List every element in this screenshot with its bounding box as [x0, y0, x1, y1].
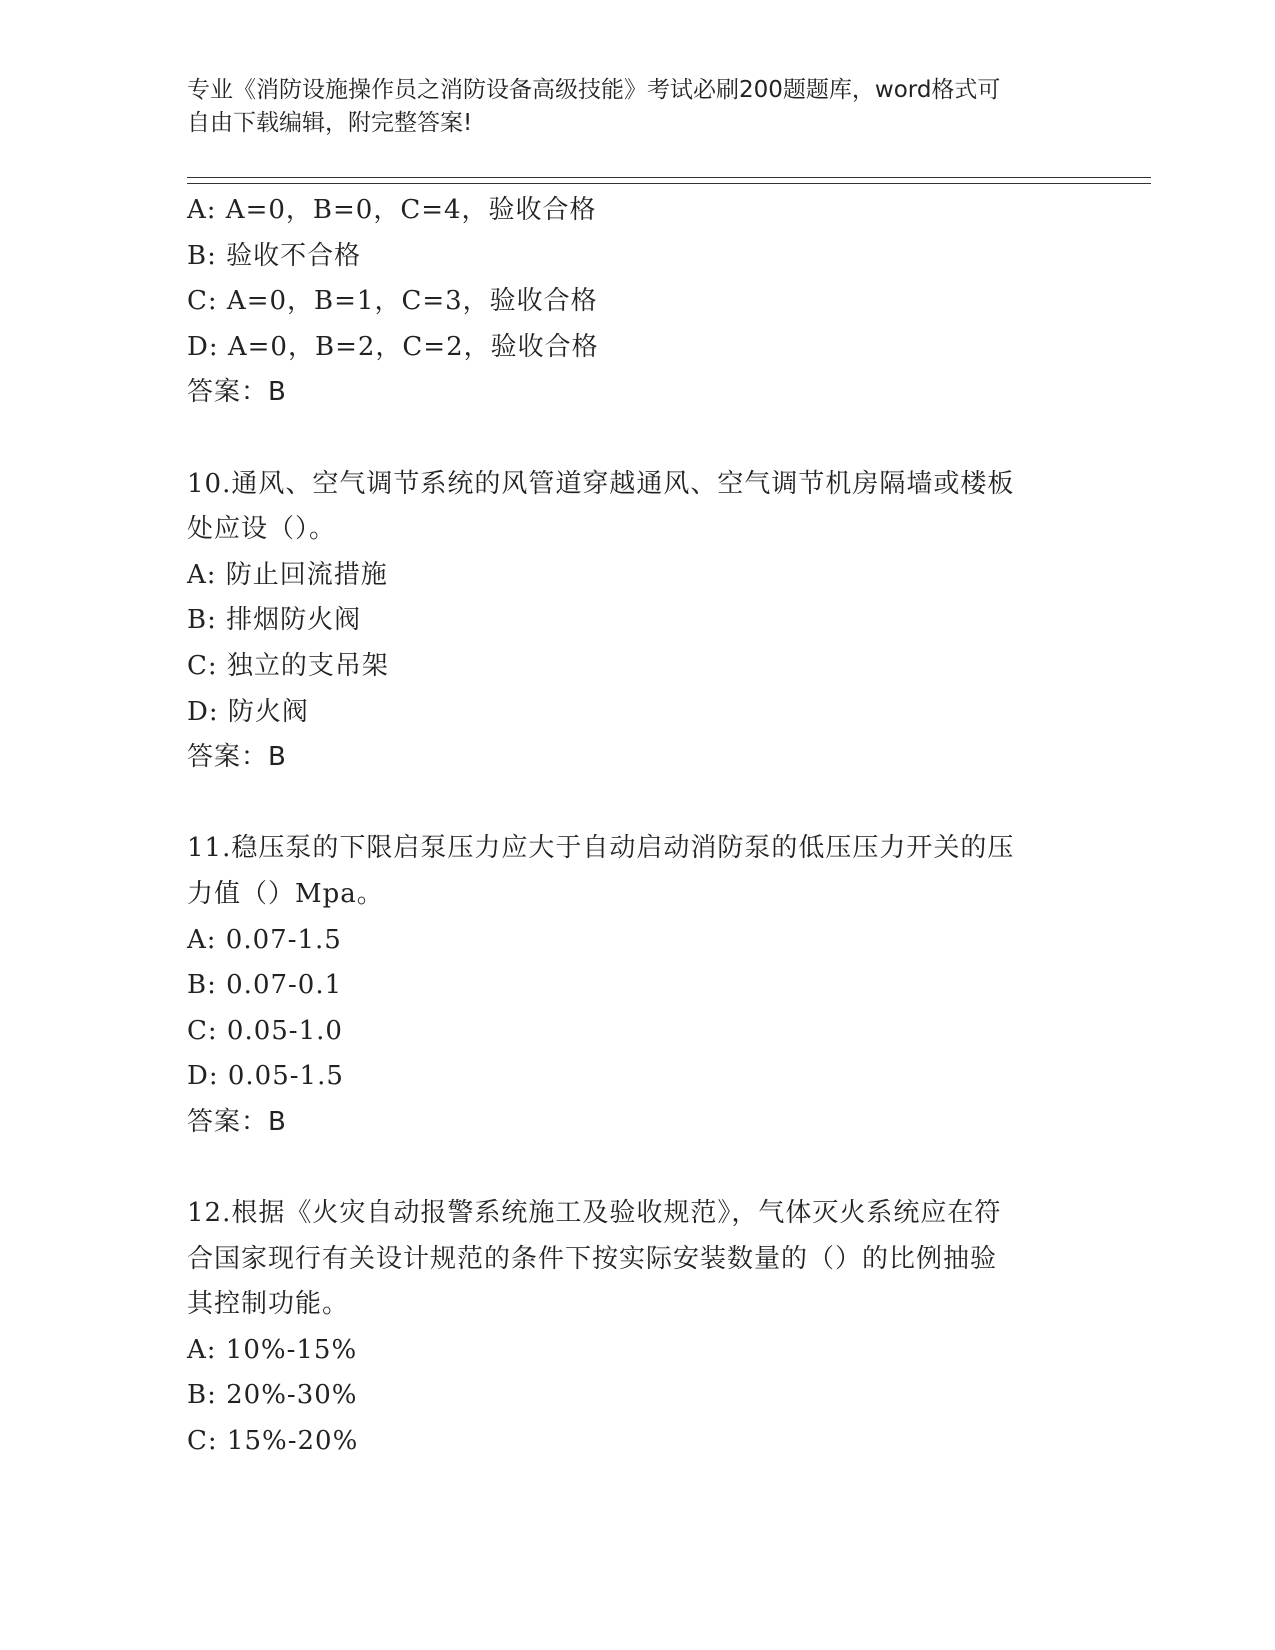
question-10 [187, 462, 1087, 781]
document-header [187, 74, 1067, 140]
header-divider-top [187, 177, 1151, 178]
question-list [187, 188, 1087, 1465]
question-12 [187, 1191, 1087, 1465]
question-stem-line: 10.通风、空气调节系统的风管道穿越通风、空气调节机房隔墙或楼板 [187, 468, 1015, 499]
header-line-1: 专业《消防设施操作员之消防设备高级技能》考试必刷200题题库，word格式可 [187, 77, 1001, 103]
option-a: A: 防止回流措施 [187, 559, 388, 590]
option-b: B: 验收不合格 [187, 240, 362, 271]
question-stem-line: 12.根据《火灾自动报警系统施工及验收规范》，气体灭火系统应在符 [187, 1198, 1002, 1229]
answer-label: 答案：B [187, 742, 287, 773]
question-spacer [187, 781, 1087, 827]
question-stem-line: 11.稳压泵的下限启泵压力应大于自动启动消防泵的低压压力开关的压 [187, 833, 1015, 864]
option-a: A: 10%-15% [187, 1334, 358, 1365]
question-11 [187, 826, 1087, 1145]
option-b: B: 20%-30% [187, 1380, 358, 1411]
option-d: D: 防火阀 [187, 696, 309, 727]
option-d: D: 0.05-1.5 [187, 1061, 344, 1092]
question-stem-line: 其控制功能。 [187, 1289, 350, 1320]
header-divider-bottom [187, 183, 1151, 184]
answer-label: 答案：B [187, 1106, 287, 1137]
question-spacer [187, 1145, 1087, 1191]
answer-label: 答案：B [187, 377, 287, 408]
option-b: B: 0.07-0.1 [187, 970, 343, 1001]
question-stem-line: 力值（）Mpa。 [187, 878, 384, 909]
option-a: A: 0.07-1.5 [187, 924, 342, 955]
option-c: C: 独立的支吊架 [187, 650, 389, 681]
option-c: C: 15%-20% [187, 1426, 359, 1457]
option-c: C: A=0，B=1，C=3，验收合格 [187, 286, 598, 317]
question-9 [187, 188, 1087, 416]
header-line-2: 自由下载编辑，附完整答案! [187, 110, 473, 136]
option-d: D: A=0，B=2，C=2，验收合格 [187, 331, 599, 362]
option-a: A: A=0，B=0，C=4，验收合格 [187, 195, 597, 225]
option-b: B: 排烟防火阀 [187, 605, 362, 636]
question-spacer [187, 416, 1087, 462]
question-stem-line: 处应设（）。 [187, 514, 337, 545]
question-stem-line: 合国家现行有关设计规范的条件下按实际安装数量的（）的比例抽验 [187, 1243, 998, 1274]
option-c: C: 0.05-1.0 [187, 1015, 343, 1046]
